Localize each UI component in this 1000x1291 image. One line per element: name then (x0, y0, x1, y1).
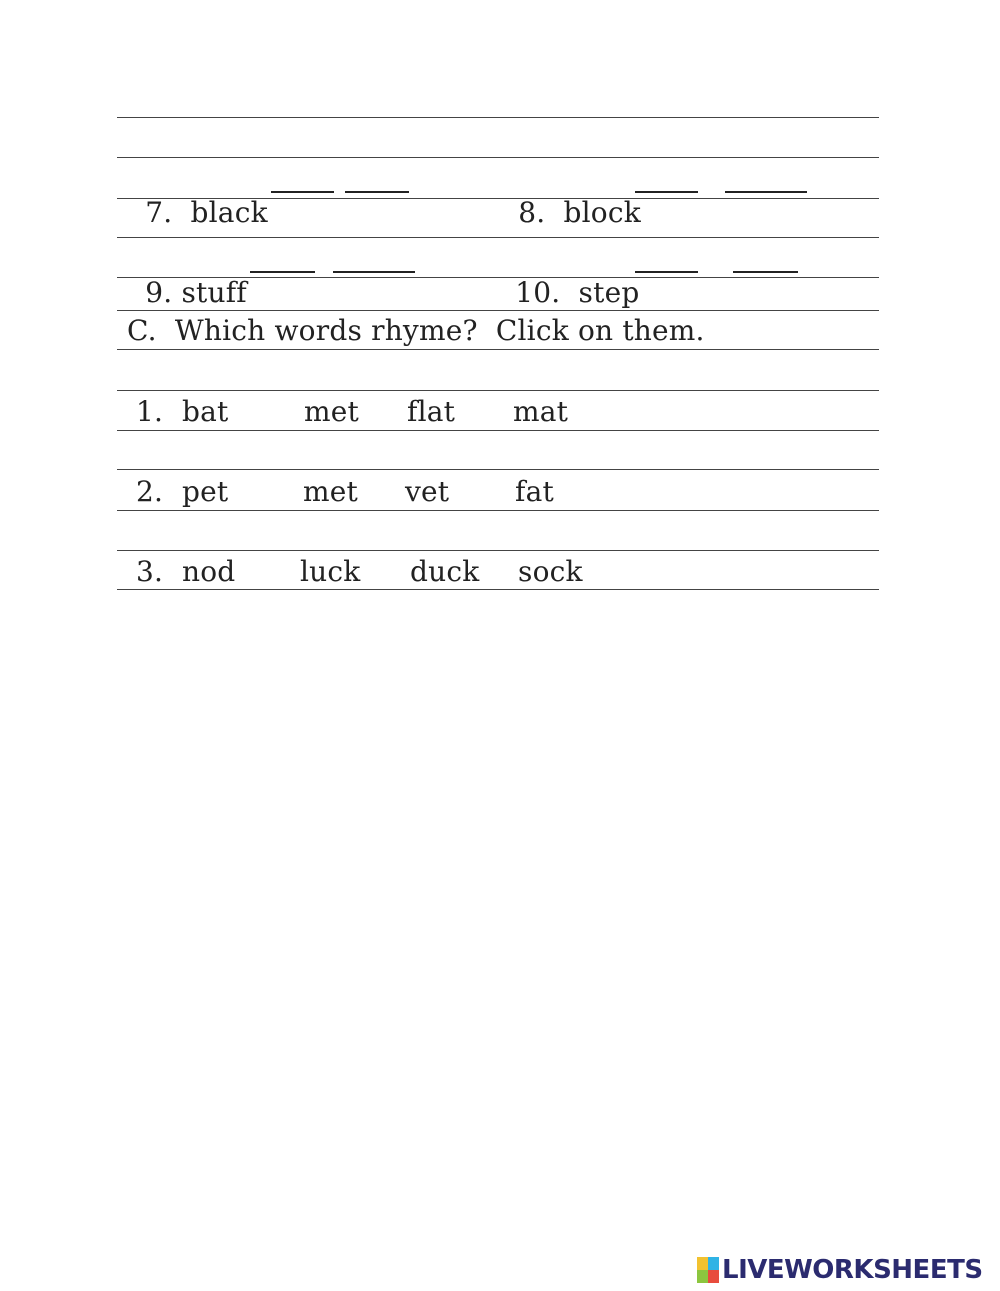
question-word: step (578, 276, 640, 309)
rhyme-item-1-number: 1. (136, 395, 164, 428)
question-7 (127, 162, 268, 230)
rhyme-item-3-number: 3. (136, 555, 164, 588)
rhyme-word[interactable]: luck (300, 555, 361, 588)
rhyme-word[interactable]: vet (405, 475, 450, 508)
rhyme-word[interactable]: fat (515, 475, 554, 508)
rhyme-word[interactable]: met (303, 475, 358, 508)
rhyme-word[interactable]: duck (410, 555, 480, 588)
question-number: 8. (518, 196, 546, 229)
question-number: 10. (515, 276, 561, 309)
rhyme-word[interactable]: met (304, 395, 359, 428)
rule-line (117, 510, 879, 511)
rhyme-item-2-number: 2. (136, 475, 164, 508)
question-9 (127, 242, 247, 310)
rule-line (117, 117, 879, 118)
rhyme-word[interactable]: pet (182, 475, 229, 508)
answer-blank[interactable] (345, 167, 409, 193)
rule-line (117, 469, 879, 470)
question-word: block (563, 196, 641, 229)
rhyme-word[interactable]: nod (182, 555, 236, 588)
rule-line (117, 430, 879, 431)
liveworksheets-logo (697, 1254, 983, 1286)
rhyme-word[interactable]: mat (513, 395, 569, 428)
rhyme-word[interactable]: flat (407, 395, 456, 428)
logo-text: LIVEWORKSHEETS (722, 1255, 983, 1285)
question-10 (497, 242, 639, 310)
rule-line (117, 550, 879, 551)
question-word: stuff (181, 276, 247, 309)
question-word: black (190, 196, 268, 229)
answer-blank[interactable] (271, 167, 334, 193)
answer-blank[interactable] (635, 167, 698, 193)
rule-line (117, 349, 879, 350)
answer-blank[interactable] (250, 247, 315, 273)
rule-line (117, 310, 879, 311)
section-heading: C. Which words rhyme? Click on them. (127, 314, 705, 347)
question-number: 9. (145, 276, 173, 309)
answer-blank[interactable] (725, 167, 807, 193)
answer-blank[interactable] (733, 247, 798, 273)
rule-line (117, 237, 879, 238)
rhyme-word[interactable]: bat (182, 395, 229, 428)
answer-blank[interactable] (333, 247, 415, 273)
rule-line (117, 390, 879, 391)
question-number: 7. (145, 196, 173, 229)
rule-line (117, 157, 879, 158)
rhyme-word[interactable]: sock (518, 555, 583, 588)
question-8 (500, 162, 641, 230)
rule-line (117, 589, 879, 590)
answer-blank[interactable] (635, 247, 698, 273)
logo-blocks-icon (697, 1257, 719, 1283)
